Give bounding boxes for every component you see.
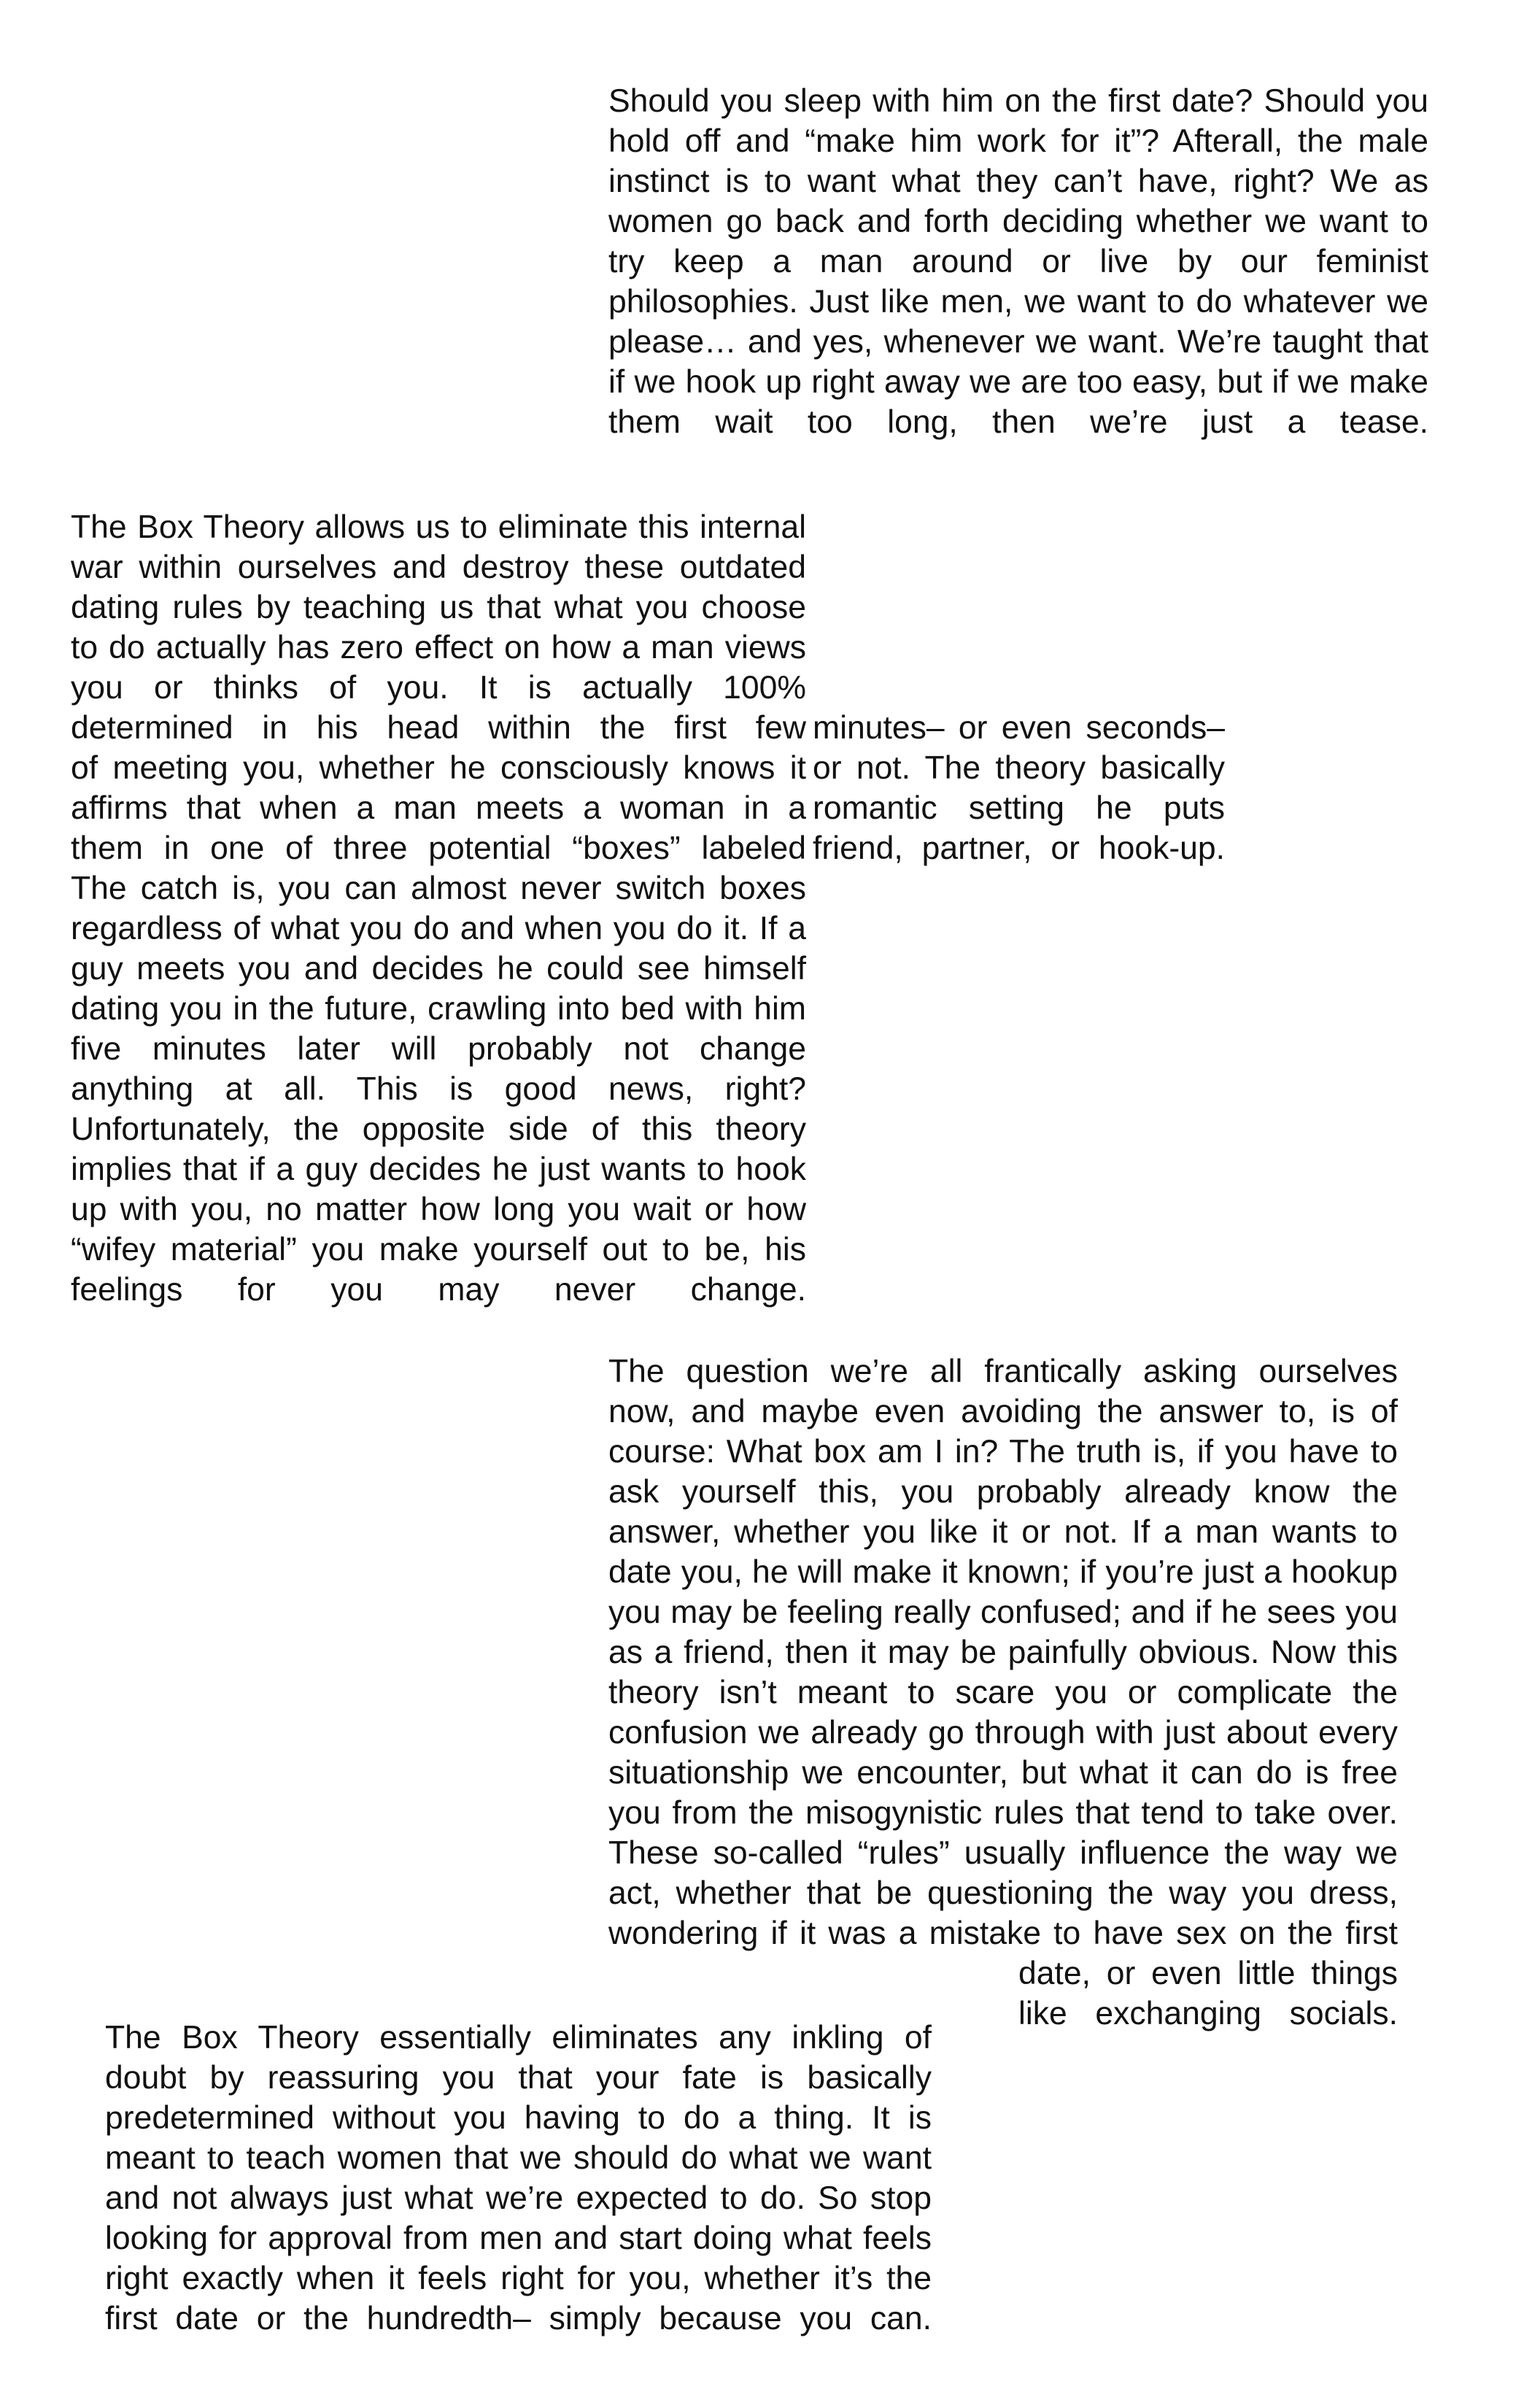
text-line: you may be feeling really confused; and if he sees you	[608, 1594, 1398, 1630]
text-line: date, or even little things	[1018, 1956, 1398, 1991]
text-line: date you, he will make it known; if you’re just a hookup	[608, 1554, 1398, 1590]
paragraph-2-middle-right	[813, 708, 1225, 868]
text-line: predetermined without you having to do a thing. It is	[105, 2100, 932, 2136]
text-line: women go back and forth deciding whether we want to	[608, 204, 1428, 239]
paragraph-1	[608, 81, 1428, 442]
text-line: you or thinks of you. It is actually 100%	[71, 670, 806, 706]
text-line: dating rules by teaching us that what you choose	[71, 590, 806, 625]
text-line: up with you, no matter how long you wait or how	[71, 1192, 806, 1227]
text-line: of meeting you, whether he consciously knows it	[71, 750, 806, 786]
text-line: meant to teach women that we should do what we want	[105, 2140, 932, 2176]
text-line: if we hook up right away we are too easy, but if we make	[608, 364, 1428, 400]
text-line: course: What box am I in? The truth is, if you have to	[608, 1434, 1398, 1470]
text-line: wondering if it was a mistake to have sex on the first	[608, 1915, 1398, 1951]
text-line: feelings for you may never change.	[71, 1272, 806, 1308]
text-line: five minutes later will probably not change	[71, 1031, 806, 1067]
text-line: like exchanging socials.	[1018, 1996, 1398, 2031]
text-line: you from the misogynistic rules that tend to take over.	[608, 1795, 1398, 1831]
text-line: philosophies. Just like men, we want to do whatever we	[608, 284, 1428, 320]
paragraph-2-top	[71, 507, 806, 708]
text-line: hold off and “make him work for it”? Afterall, the male	[608, 123, 1428, 159]
text-line: minutes– or even seconds–	[813, 710, 1225, 746]
text-line: try keep a man around or live by our feminist	[608, 244, 1428, 279]
text-line: or not. The theory basically	[813, 750, 1225, 786]
text-line: confusion we already go through with just about every	[608, 1715, 1398, 1751]
text-line: determined in his head within the first few	[71, 710, 806, 746]
text-line: These so-called “rules” usually influence the way we	[608, 1835, 1398, 1871]
text-line: looking for approval from men and start doing what feels	[105, 2220, 932, 2256]
text-line: now, and maybe even avoiding the answer to, is of	[608, 1394, 1398, 1429]
text-line: instinct is to want what they can’t have, right? We as	[608, 163, 1428, 199]
text-line: Unfortunately, the opposite side of this theory	[71, 1111, 806, 1147]
text-line: The Box Theory allows us to eliminate this internal	[71, 509, 806, 545]
text-line: friend, partner, or hook-up.	[813, 830, 1225, 866]
paragraph-3-tail	[1018, 1953, 1398, 2034]
paragraph-2-middle-left	[71, 708, 806, 868]
text-line: The catch is, you can almost never switch boxes	[71, 871, 806, 906]
text-line: right exactly when it feels right for you, whether it’s the	[105, 2261, 932, 2296]
text-line: them in one of three potential “boxes” labeled	[71, 830, 806, 866]
text-line: please… and yes, whenever we want. We’re taught that	[608, 324, 1428, 360]
text-line: romantic setting he puts	[813, 790, 1225, 826]
text-line: answer, whether you like it or not. If a man wants to	[608, 1514, 1398, 1550]
text-line: as a friend, then it may be painfully obvious. Now this	[608, 1635, 1398, 1670]
text-line: ask yourself this, you probably already know the	[608, 1474, 1398, 1510]
text-line: The Box Theory essentially eliminates any inkling of	[105, 2020, 932, 2056]
text-line: and not always just what we’re expected to do. So stop	[105, 2180, 932, 2216]
text-line: anything at all. This is good news, right?	[71, 1071, 806, 1107]
text-line: situationship we encounter, but what it can do is free	[608, 1755, 1398, 1791]
text-line: implies that if a guy decides he just wants to hook	[71, 1151, 806, 1187]
paragraph-3	[608, 1351, 1398, 1953]
text-line: Should you sleep with him on the first date? Should you	[608, 83, 1428, 119]
paragraph-4	[105, 2018, 932, 2339]
text-line: war within ourselves and destroy these outdated	[71, 549, 806, 585]
text-line: doubt by reassuring you that your fate is basically	[105, 2060, 932, 2096]
text-line: regardless of what you do and when you do it. If a	[71, 911, 806, 946]
text-line: to do actually has zero effect on how a man views	[71, 630, 806, 665]
paragraph-2-bottom	[71, 868, 806, 1310]
text-line: affirms that when a man meets a woman in a	[71, 790, 806, 826]
text-line: guy meets you and decides he could see himself	[71, 951, 806, 987]
text-line: dating you in the future, crawling into bed with him	[71, 991, 806, 1027]
text-line: act, whether that be questioning the way you dress,	[608, 1875, 1398, 1911]
text-line: “wifey material” you make yourself out to be, his	[71, 1232, 806, 1267]
text-line: first date or the hundredth– simply because you can.	[105, 2301, 932, 2336]
text-line: them wait too long, then we’re just a tease.	[608, 404, 1428, 440]
text-line: The question we’re all frantically asking ourselves	[608, 1354, 1398, 1389]
text-line: theory isn’t meant to scare you or complicate the	[608, 1675, 1398, 1710]
